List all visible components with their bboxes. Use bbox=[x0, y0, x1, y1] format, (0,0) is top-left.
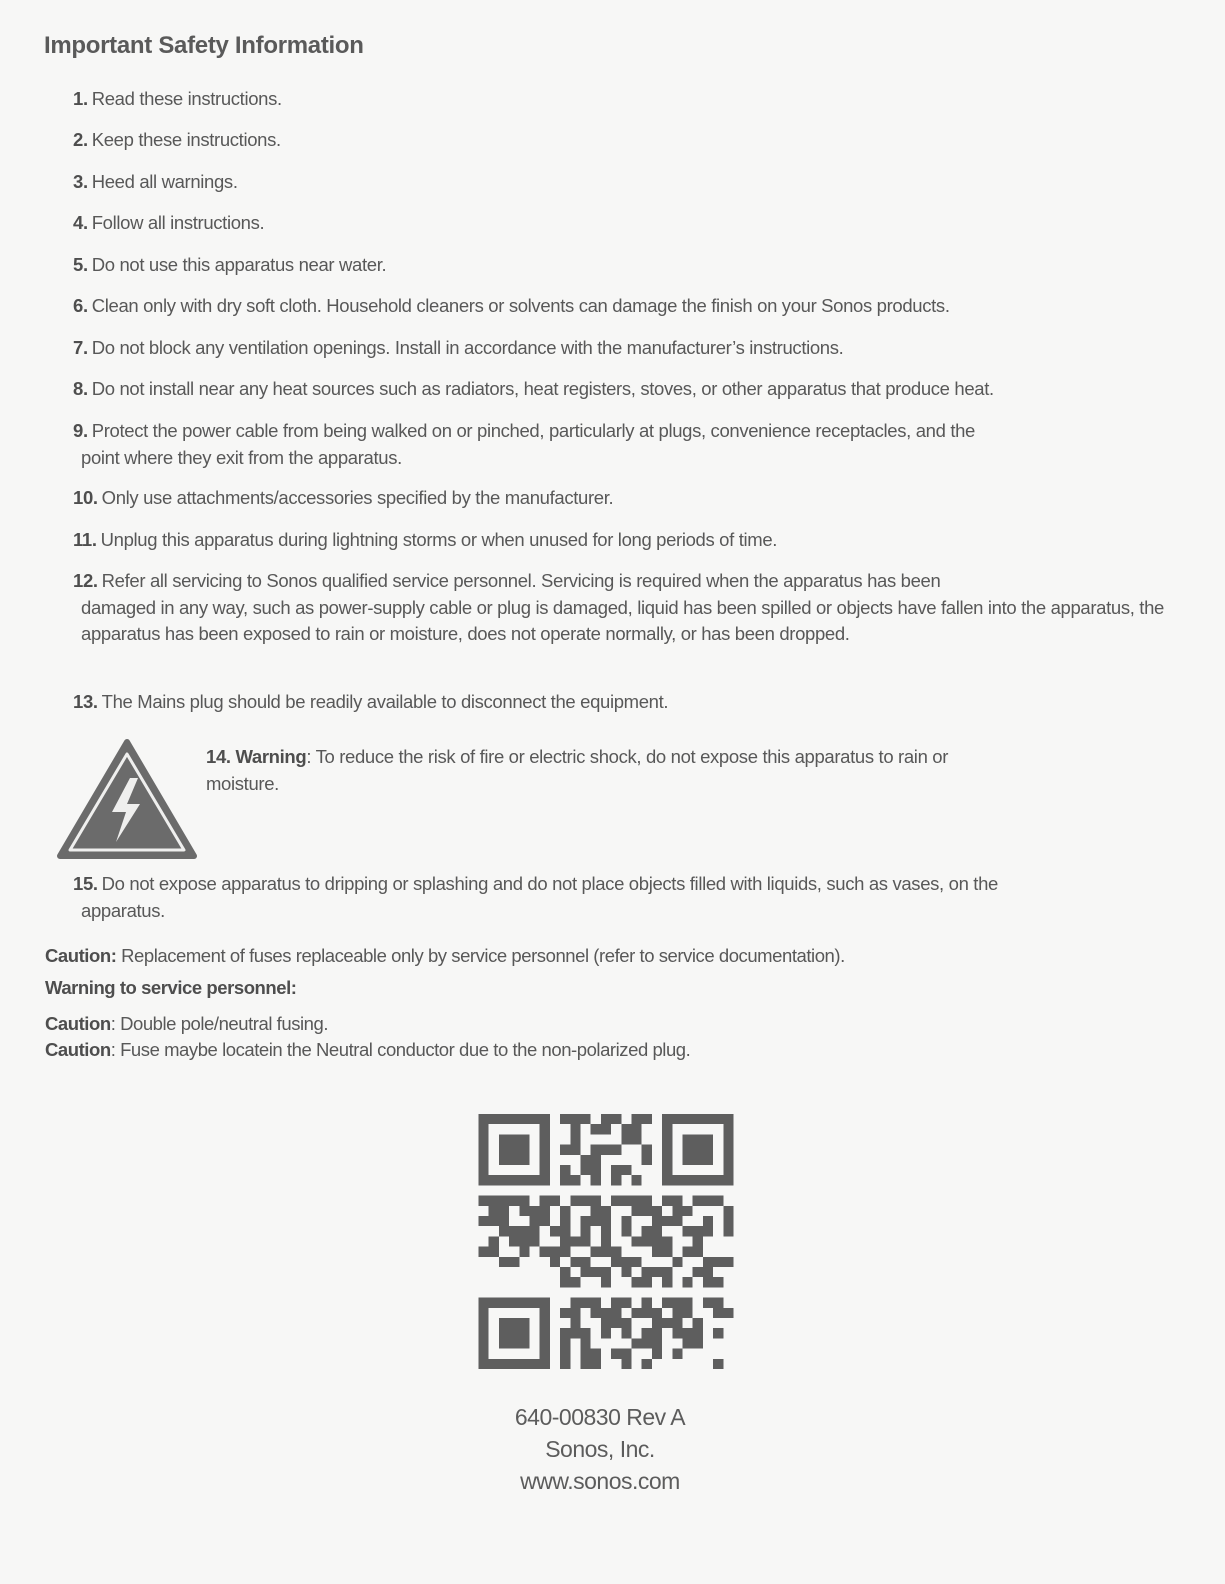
item-text-continued: damaged in any way, such as power-supply cable or plug is damaged, liquid has been spilled or objects have fallen into the apparatus, the apparatus has been exposed to rain or moisture, does not operate normally, or has been dropped. bbox=[81, 596, 1164, 644]
item-number: 6. bbox=[73, 295, 88, 316]
item-text: Unplug this apparatus during lightning storms or when unused for long periods of time. bbox=[100, 529, 778, 550]
item-text: Do not block any ventilation openings. Install in accordance with the manufacturer’s instructions. bbox=[91, 337, 844, 358]
item-number: 13. bbox=[73, 691, 98, 712]
item-text-continued: point where they exit from the apparatus. bbox=[81, 446, 402, 468]
item-number: 4. bbox=[73, 212, 88, 233]
item-number: 10. bbox=[73, 487, 98, 508]
list-item bbox=[73, 527, 1173, 554]
service-heading-text: Warning to service personnel: bbox=[45, 977, 297, 998]
list-item bbox=[73, 293, 1173, 320]
website-link[interactable]: www.sonos.com bbox=[520, 1468, 680, 1494]
item-text: Follow all instructions. bbox=[91, 212, 265, 233]
list-item bbox=[73, 418, 1173, 471]
caution-text: Replacement of fuses replaceable only by service personnel (refer to service documentation). bbox=[116, 945, 845, 966]
item-text: Heed all warnings. bbox=[91, 171, 238, 192]
list-item bbox=[73, 169, 1173, 196]
item-text: Read these instructions. bbox=[91, 88, 282, 109]
item-number: 12. bbox=[73, 570, 98, 591]
list-item bbox=[73, 252, 1173, 279]
item-number: 14. bbox=[206, 746, 231, 767]
list-item bbox=[73, 871, 1173, 924]
item-text: Only use attachments/accessories specified by the manufacturer. bbox=[101, 487, 614, 508]
service-warning-heading bbox=[45, 975, 1165, 1001]
qr-code bbox=[477, 1114, 735, 1369]
warning-body-continued: moisture. bbox=[206, 772, 279, 794]
item-number: 11. bbox=[73, 529, 97, 550]
fuse-caution bbox=[45, 943, 1165, 969]
item-text: Clean only with dry soft cloth. Household cleaners or solvents can damage the finish on your Sonos products. bbox=[91, 295, 950, 316]
item-text: Do not use this apparatus near water. bbox=[91, 254, 387, 275]
caution-text: : Double pole/neutral fusing. bbox=[110, 1013, 329, 1034]
item-text: Do not expose apparatus to dripping or splashing and do not place objects filled with liquids, such as vases, on the bbox=[101, 873, 998, 894]
item-number: 1. bbox=[73, 88, 88, 109]
list-item bbox=[73, 689, 1173, 716]
list-item bbox=[73, 376, 1173, 403]
page-title: Important Safety Information bbox=[44, 32, 364, 59]
list-item bbox=[73, 210, 1173, 237]
warning-block bbox=[56, 738, 1176, 863]
caution-label: Caution bbox=[45, 1039, 111, 1060]
list-item bbox=[73, 127, 1173, 154]
item-text-continued: apparatus. bbox=[81, 899, 165, 921]
item-text: Protect the power cable from being walked on or pinched, particularly at plugs, convenience receptacles, and the bbox=[91, 420, 975, 441]
pole-caution bbox=[45, 1011, 1165, 1037]
item-text: Do not install near any heat sources such as radiators, heat registers, stoves, or other apparatus that produce heat. bbox=[91, 378, 994, 399]
warning-text bbox=[206, 744, 1106, 797]
caution-label: Caution: bbox=[45, 945, 117, 966]
item-text: The Mains plug should be readily available to disconnect the equipment. bbox=[101, 691, 669, 712]
list-item bbox=[73, 568, 1173, 648]
company-name: Sonos, Inc. bbox=[545, 1436, 655, 1462]
warning-label: Warning bbox=[235, 746, 307, 767]
item-text: Keep these instructions. bbox=[91, 129, 281, 150]
part-number: 640-00830 Rev A bbox=[514, 1404, 686, 1430]
electric-shock-warning-icon bbox=[56, 738, 198, 862]
item-number: 3. bbox=[73, 171, 88, 192]
caution-label: Caution bbox=[45, 1013, 111, 1034]
list-item bbox=[73, 485, 1173, 512]
item-number: 8. bbox=[73, 378, 88, 399]
item-number: 9. bbox=[73, 420, 88, 441]
item-text: Refer all servicing to Sonos qualified service personnel. Servicing is required when the apparatus has been bbox=[101, 570, 941, 591]
caution-text: : Fuse maybe locatein the Neutral conductor due to the non-polarized plug. bbox=[110, 1039, 691, 1060]
item-number: 7. bbox=[73, 337, 88, 358]
neutral-caution bbox=[45, 1037, 1165, 1063]
item-number: 5. bbox=[73, 254, 88, 275]
item-number: 15. bbox=[73, 873, 98, 894]
list-item bbox=[73, 335, 1173, 362]
item-number: 2. bbox=[73, 129, 88, 150]
warning-body: : To reduce the risk of fire or electric shock, do not expose this apparatus to rain or bbox=[306, 746, 949, 767]
list-item bbox=[73, 86, 1173, 113]
